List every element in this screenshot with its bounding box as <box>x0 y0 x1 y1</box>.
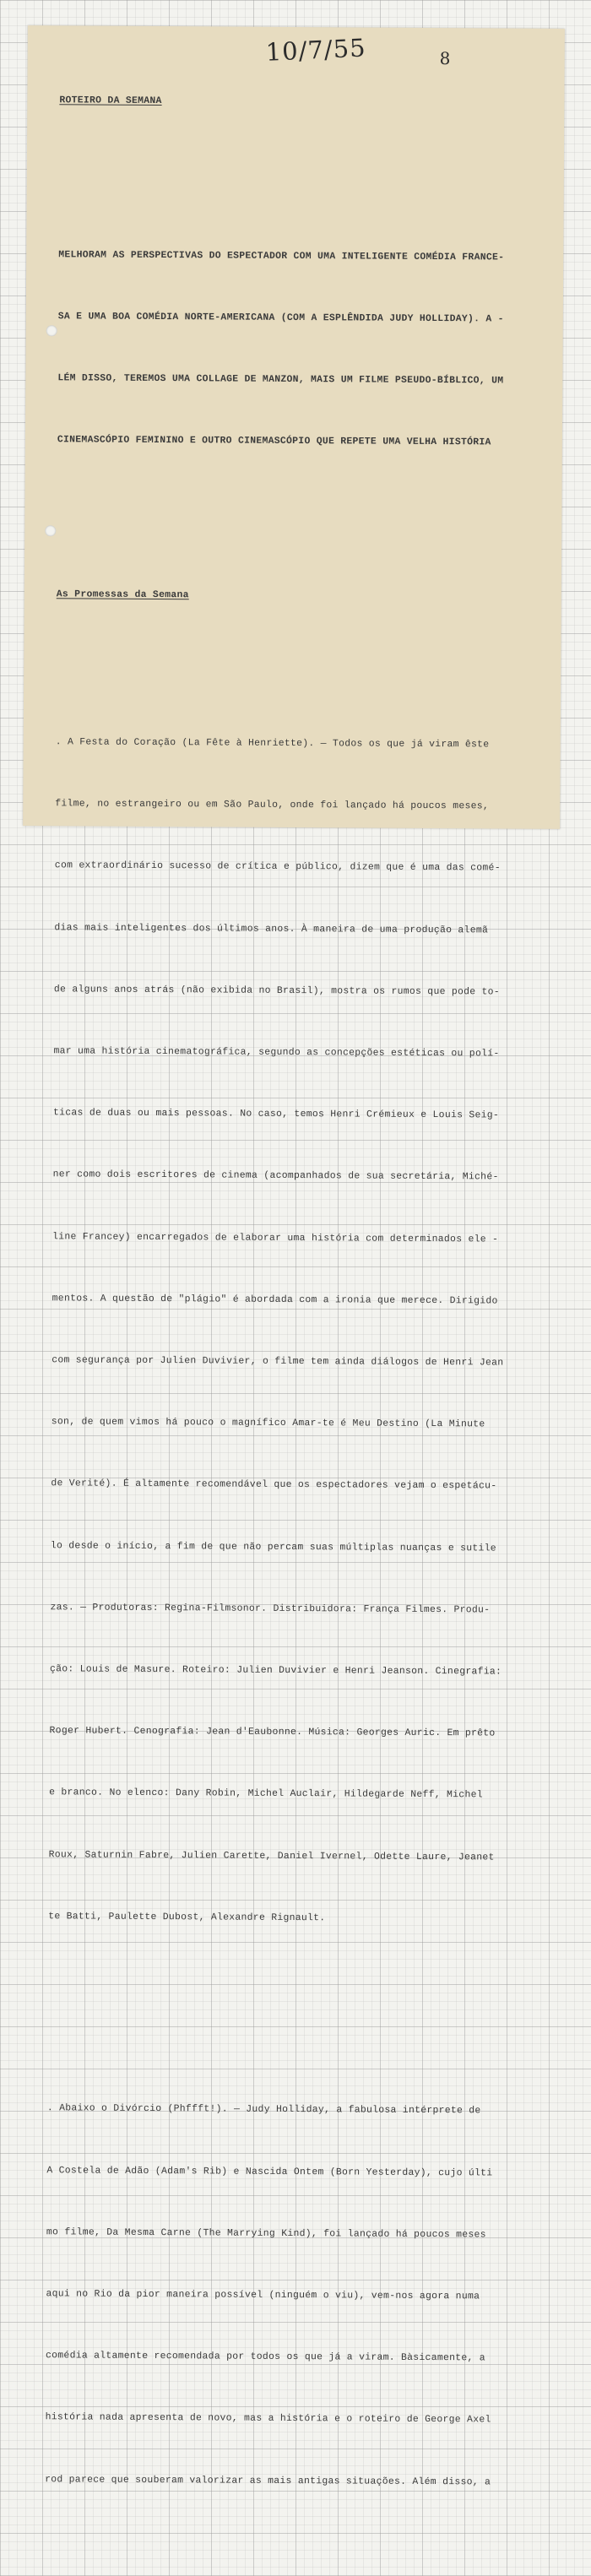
page-heading: ROTEIRO DA SEMANA <box>59 95 162 106</box>
handwritten-page-number: 8 <box>439 48 451 69</box>
review-line: ção: Louis de Masure. Roteiro: Julien Duvivier e Henri Jeanson. Cinegrafia: <box>49 1664 502 1678</box>
review-festa-do-coracao <box>48 691 545 1971</box>
review-line: de Verité). É altamente recomendável que os espectadores vejam o espetácu- <box>51 1478 497 1492</box>
review-line: lo desde o início, a fim de que não percam suas múltiplas nuanças e sutile <box>50 1540 496 1554</box>
review-abaixo-o-divorcio <box>45 2058 537 2535</box>
review-line: . A Festa do Coração (La Fête à Henriette). — Todos os que já viram êste <box>55 737 490 751</box>
review-line: mar uma história cinematográfica, segundo as concepções estéticas ou polí- <box>53 1046 500 1060</box>
typed-text <box>44 49 549 2575</box>
intro-line: MELHORAM AS PERSPECTIVAS DO ESPECTADOR COM UMA INTELIGENTE COMÉDIA FRANCE- <box>58 249 505 263</box>
review-line: mentos. A questão de "plágio" é abordada com a ironia que merece. Dirigido <box>52 1293 498 1307</box>
section-title: As Promessas da Semana <box>56 589 189 601</box>
typed-page <box>23 25 565 2488</box>
review-line: aqui no Rio da pior maneira possível (ninguém o viu), vem-nos agora numa <box>46 2289 480 2302</box>
review-line: comédia altamente recomendada por todos os que já a viram. Bàsicamente, a <box>46 2351 485 2364</box>
review-line: . Abaixo o Divórcio (Phffft!). — Judy Holliday, a fabulosa intérprete de <box>46 2103 481 2117</box>
intro-line: SA E UMA BOA COMÉDIA NORTE-AMERICANA (COM A ESPLÊNDIDA JUDY HOLLIDAY). A - <box>57 312 504 325</box>
review-line: de alguns anos atrás (não exibida no Brasil), mostra os rumos que pode to- <box>53 984 500 998</box>
review-line: dias mais inteligentes dos últimos anos. À maneira de uma produção alemã <box>54 922 489 935</box>
review-line: com extraordinário sucesso de crítica e público, dizem que é uma das comé- <box>54 860 501 874</box>
review-line: ner como dois escritores de cinema (acompanhados de sua secretária, Miché- <box>52 1169 499 1183</box>
review-line: zas. — Produtoras: Regina-Filmsonor. Distribuidora: França Filmes. Produ- <box>50 1603 491 1616</box>
review-line: Roger Hubert. Cenografia: Jean d'Eaubonne. Música: Georges Auric. Em prêto <box>49 1726 496 1739</box>
intro-line: LÉM DISSO, TEREMOS UMA COLLAGE DE MANZON, MAIS UM FILME PSEUDO-BÍBLICO, UM <box>57 373 504 387</box>
review-line: son, de quem vimos há pouco o magnífico Amar-te é Meu Destino (La Minute <box>51 1417 485 1430</box>
intro-line: CINEMASCÓPIO FEMININO E OUTRO CINEMASCÓPIO QUE REPETE UMA VELHA HISTÓRIA <box>57 435 491 448</box>
review-line: filme, no estrangeiro ou em São Paulo, onde foi lançado há poucos meses, <box>55 799 490 812</box>
review-line: mo filme, Da Mesma Carne (The Marrying Kind), foi lançado há poucos meses <box>46 2227 486 2241</box>
handwritten-date: 10/7/55 <box>265 33 367 67</box>
punch-hole <box>45 525 56 536</box>
review-line: com segurança por Julien Duvivier, o filme tem ainda diálogos de Henri Jean <box>52 1355 504 1369</box>
punch-hole <box>46 325 57 336</box>
review-line: e branco. No elenco: Dany Robin, Michel Auclair, Hildegarde Neff, Michel <box>49 1787 483 1801</box>
review-line: line Francey) encarregados de elaborar uma história com determinados ele - <box>52 1231 499 1245</box>
review-line: Roux, Saturnin Fabre, Julien Carette, Daniel Ivernel, Odette Laure, Jeanet <box>48 1849 495 1863</box>
review-line: história nada apresenta de novo, mas a história e o roteiro de George Axel <box>45 2412 491 2426</box>
review-line: ticas de duas ou mais pessoas. No caso, temos Henri Crémieux e Louis Seig- <box>52 1108 500 1121</box>
review-line: te Batti, Paulette Dubost, Alexandre Rignault. <box>48 1912 326 1924</box>
intro-paragraph <box>57 203 549 495</box>
review-line: rod parece que souberam valorizar as mais antigas situações. Além disso, a <box>45 2474 491 2488</box>
review-line: A Costela de Adão (Adam's Rib) e Nascida Ontem (Born Yesterday), cujo últi <box>46 2165 493 2179</box>
